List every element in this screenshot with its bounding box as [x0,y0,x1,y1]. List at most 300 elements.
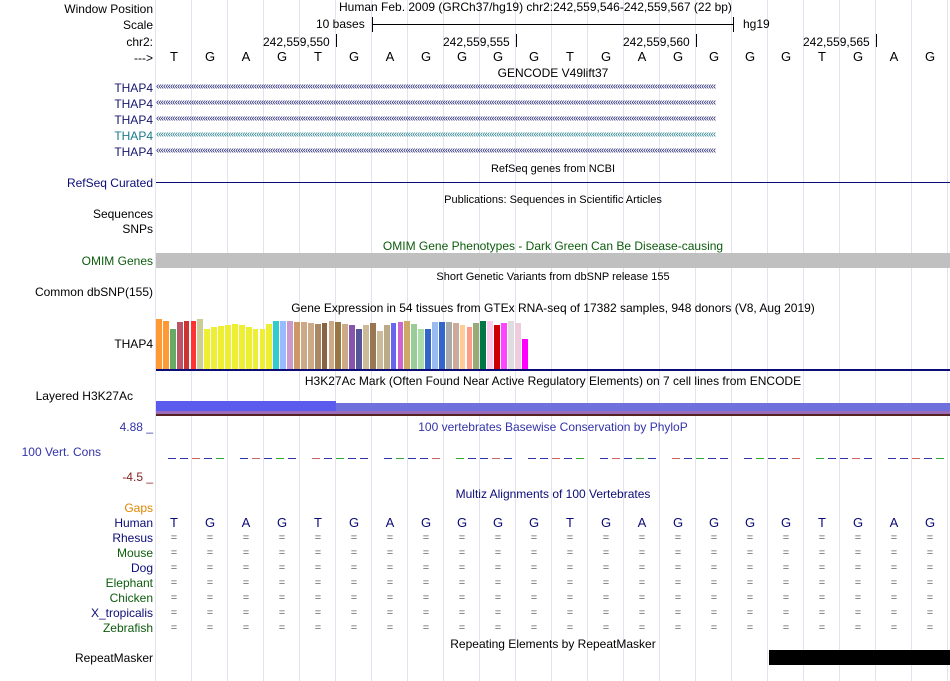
gtex-tissue-bar[interactable] [232,324,238,369]
alignment-base: T [818,515,826,530]
conservation-mark [408,458,416,459]
gtex-tissue-bar[interactable] [467,327,473,369]
alignment-base: G [276,515,288,530]
publications-sequences-label[interactable]: Sequences [92,207,153,221]
base-letter: G [780,49,792,64]
conservation-mark [780,458,788,459]
alignment-base: G [528,515,540,530]
conservation-mark [600,458,608,459]
alignment-match: = [566,547,574,559]
alignment-match: = [314,622,322,634]
gtex-tissue-bar[interactable] [170,329,176,369]
alignment-match: = [674,592,682,604]
conservation-mark [420,458,428,459]
gencode-track-label[interactable]: THAP4 [114,129,153,143]
gtex-tissue-bar[interactable] [225,325,231,369]
gtex-tissue-bar[interactable] [522,339,528,369]
position-tick-label: 242,559,555 [443,35,510,49]
alignment-match: = [854,622,862,634]
h3k27ac-signal[interactable] [336,403,950,411]
alignment-match: = [494,622,502,634]
gtex-tissue-bar[interactable] [391,323,397,369]
alignment-base: A [241,515,251,530]
alignment-match: = [710,622,718,634]
position-tick-label: 242,559,565 [803,35,870,49]
alignment-match: = [242,622,250,634]
conservation-mark [324,458,332,459]
conservation-mark [768,458,776,459]
position-tick [876,34,877,47]
alignment-match: = [890,547,898,559]
base-letter: A [889,49,899,64]
gtex-tissue-bar[interactable] [377,331,383,369]
conservation-mark [240,458,248,459]
gtex-tissue-bar[interactable] [404,321,410,369]
conservation-mark [888,458,896,459]
gtex-tissue-bar[interactable] [191,321,197,369]
alignment-match: = [350,532,358,544]
gtex-tissue-bar[interactable] [439,322,445,369]
species-label[interactable]: Dog [130,561,153,575]
scale-bar-tick [733,17,734,32]
conservation-mark [636,458,644,459]
gtex-tissue-bar[interactable] [342,324,348,369]
alignment-match: = [638,547,646,559]
alignment-match: = [818,547,826,559]
alignment-match: = [170,622,178,634]
conservation-mark [192,458,200,459]
conservation-mark [336,458,344,459]
gtex-tissue-bar[interactable] [273,321,279,369]
gtex-tissue-bar[interactable] [425,329,431,369]
base-letter: G [672,49,684,64]
gtex-tissue-bar[interactable] [253,329,259,369]
species-label[interactable]: Rhesus [112,531,153,545]
gtex-tissue-bar[interactable] [184,321,190,369]
gtex-tissue-bar[interactable] [204,329,210,369]
conservation-mark [504,458,512,459]
alignment-match: = [710,607,718,619]
alignment-match: = [422,622,430,634]
alignment-base: G [420,515,432,530]
alignment-match: = [386,577,394,589]
alignment-match: = [170,532,178,544]
alignment-match: = [926,547,934,559]
alignment-match: = [638,592,646,604]
gtex-tissue-bar[interactable] [156,319,162,369]
gencode-track-title: GENCODE V49lift37 [497,66,609,80]
alignment-match: = [422,577,430,589]
gencode-track-label[interactable]: THAP4 [114,81,153,95]
refseq-gene-line[interactable] [156,182,950,183]
alignment-base: G [780,515,792,530]
base-letter: G [708,49,720,64]
alignment-match: = [854,562,862,574]
alignment-match: = [566,532,574,544]
scale-label[interactable]: Scale [122,18,153,32]
gencode-track-label[interactable]: THAP4 [114,145,153,159]
gtex-tissue-bar[interactable] [480,321,486,369]
alignment-match: = [170,562,178,574]
alignment-match: = [530,562,538,574]
alignment-match: = [782,547,790,559]
gtex-tissue-bar[interactable] [494,325,500,369]
gtex-tissue-bar[interactable] [418,329,424,369]
gtex-tissue-bar[interactable] [473,323,479,369]
dbsnp-label[interactable]: Common dbSNP(155) [34,285,153,299]
gtex-tissue-bar[interactable] [335,322,341,369]
species-label[interactable]: X_tropicalis [90,606,153,620]
conservation-mark [840,458,848,459]
species-label[interactable]: Mouse [116,546,153,560]
alignment-match: = [314,532,322,544]
strand-label: ---> [134,51,153,65]
alignment-match: = [602,532,610,544]
alignment-match: = [638,532,646,544]
gencode-transcript-line[interactable]: ‹‹‹‹‹‹‹‹‹‹‹‹‹‹‹‹‹‹‹‹‹‹‹‹‹‹‹‹‹‹‹‹‹‹‹‹‹‹‹‹‹‹‹‹‹‹‹‹‹‹‹‹‹‹‹‹‹‹‹‹‹‹‹‹‹‹‹‹‹‹‹‹‹‹‹‹‹‹‹‹‹‹‹‹‹‹‹‹‹‹‹‹‹‹‹‹‹‹‹‹‹‹‹‹‹‹‹‹‹‹‹‹‹‹‹‹‹‹‹‹‹‹‹‹‹‹‹‹‹‹‹‹‹‹‹‹‹‹‹‹‹‹‹‹‹‹‹‹‹‹‹‹‹‹‹‹‹‹‹‹‹‹‹‹‹‹‹‹‹‹‹‹‹‹‹‹‹‹‹‹‹‹‹‹‹‹‹‹‹‹‹‹‹‹‹‹‹‹‹‹‹‹‹‹‹‹‹‹‹‹‹‹‹‹‹‹‹‹‹‹‹‹‹‹‹‹‹‹‹‹‹‹‹‹‹‹‹‹‹‹ [156,81,716,92]
alignment-match: = [170,577,178,589]
conservation-mark [684,458,692,459]
omim-genes-label[interactable]: OMIM Genes [81,254,153,268]
track-labels [0,0,155,681]
repeatmasker-track-title: Repeating Elements by RepeatMasker [450,637,656,651]
base-letter: T [566,49,574,64]
alignment-match: = [602,562,610,574]
alignment-match: = [638,577,646,589]
alignment-base: T [566,515,574,530]
conservation-mark [360,458,368,459]
alignment-match: = [350,607,358,619]
alignment-match: = [674,607,682,619]
alignment-match: = [782,577,790,589]
gencode-transcript-line[interactable]: ‹‹‹‹‹‹‹‹‹‹‹‹‹‹‹‹‹‹‹‹‹‹‹‹‹‹‹‹‹‹‹‹‹‹‹‹‹‹‹‹‹‹‹‹‹‹‹‹‹‹‹‹‹‹‹‹‹‹‹‹‹‹‹‹‹‹‹‹‹‹‹‹‹‹‹‹‹‹‹‹‹‹‹‹‹‹‹‹‹‹‹‹‹‹‹‹‹‹‹‹‹‹‹‹‹‹‹‹‹‹‹‹‹‹‹‹‹‹‹‹‹‹‹‹‹‹‹‹‹‹‹‹‹‹‹‹‹‹‹‹‹‹‹‹‹‹‹‹‹‹‹‹‹‹‹‹‹‹‹‹‹‹‹‹‹‹‹‹‹‹‹‹‹‹‹‹‹‹‹‹‹‹‹‹‹‹‹‹‹‹‹‹‹‹‹‹‹‹‹‹‹‹‹‹‹‹‹‹‹‹‹‹‹‹‹‹‹‹‹‹‹‹‹‹‹‹‹‹‹‹‹‹‹‹‹‹‹‹‹‹ [156,113,716,124]
position-tick-label: 242,559,550 [263,35,330,49]
alignment-base: G [852,515,864,530]
gtex-tissue-bar[interactable] [211,327,217,369]
gtex-tissue-bar[interactable] [177,322,183,369]
alignment-match: = [530,622,538,634]
conservation-mark [252,458,260,459]
conservation-label[interactable]: 100 Vert. Cons [21,445,101,459]
base-letter: G [276,49,288,64]
dbsnp-track-title: Short Genetic Variants from dbSNP release 155 [436,271,670,283]
gencode-transcript-line[interactable]: ‹‹‹‹‹‹‹‹‹‹‹‹‹‹‹‹‹‹‹‹‹‹‹‹‹‹‹‹‹‹‹‹‹‹‹‹‹‹‹‹‹‹‹‹‹‹‹‹‹‹‹‹‹‹‹‹‹‹‹‹‹‹‹‹‹‹‹‹‹‹‹‹‹‹‹‹‹‹‹‹‹‹‹‹‹‹‹‹‹‹‹‹‹‹‹‹‹‹‹‹‹‹‹‹‹‹‹‹‹‹‹‹‹‹‹‹‹‹‹‹‹‹‹‹‹‹‹‹‹‹‹‹‹‹‹‹‹‹‹‹‹‹‹‹‹‹‹‹‹‹‹‹‹‹‹‹‹‹‹‹‹‹‹‹‹‹‹‹‹‹‹‹‹‹‹‹‹‹‹‹‹‹‹‹‹‹‹‹‹‹‹‹‹‹‹‹‹‹‹‹‹‹‹‹‹‹‹‹‹‹‹‹‹‹‹‹‹‹‹‹‹‹‹‹‹‹‹‹‹‹‹‹‹‹‹‹‹‹‹‹ [156,97,716,108]
conservation-mark [552,458,560,459]
alignment-match: = [494,607,502,619]
alignment-match: = [602,577,610,589]
alignment-match: = [206,577,214,589]
chr-label[interactable]: chr2: [126,35,153,49]
alignment-base: T [170,515,178,530]
base-letter: A [637,49,647,64]
alignment-match: = [926,607,934,619]
alignment-match: = [206,532,214,544]
alignment-match: = [278,607,286,619]
alignment-match: = [242,607,250,619]
alignment-match: = [782,592,790,604]
alignment-match: = [386,607,394,619]
conservation-mark [852,458,860,459]
gtex-tissue-bar[interactable] [315,324,321,369]
conservation-mark [744,458,752,459]
alignment-match: = [242,547,250,559]
gtex-tissue-bar[interactable] [356,329,362,369]
conservation-mark [276,458,284,459]
alignment-match: = [206,607,214,619]
alignment-match: = [350,562,358,574]
alignment-match: = [314,577,322,589]
alignment-match: = [926,562,934,574]
conservation-mark [396,458,404,459]
omim-gene-bar[interactable] [156,253,950,268]
alignment-match: = [674,622,682,634]
alignment-match: = [782,532,790,544]
conservation-mark [912,458,920,459]
base-letter: G [420,49,432,64]
gtex-tissue-bar[interactable] [363,325,369,369]
window-position-label[interactable]: Window Position [64,2,153,16]
conservation-mark [936,458,944,459]
alignment-match: = [314,607,322,619]
alignment-match: = [458,577,466,589]
position-tick-label: 242,559,560 [623,35,690,49]
alignment-match: = [566,592,574,604]
alignment-match: = [818,592,826,604]
alignment-match: = [278,592,286,604]
gencode-track-label[interactable]: THAP4 [114,97,153,111]
h3k27ac-signal-peak[interactable] [156,401,336,411]
gtex-tissue-bar[interactable] [329,321,335,369]
gtex-tissue-bar[interactable] [370,323,376,369]
gtex-tissue-bar[interactable] [280,321,286,369]
alignment-match: = [746,592,754,604]
h3k27ac-track-title: H3K27Ac Mark (Often Found Near Active Regulatory Elements) on 7 cell lines from ENCODE [304,374,802,388]
alignment-base: G [924,515,936,530]
alignment-match: = [890,592,898,604]
alignment-match: = [782,622,790,634]
alignment-match: = [710,547,718,559]
alignment-match: = [386,592,394,604]
alignment-match: = [170,607,178,619]
alignment-base: A [637,515,647,530]
alignment-match: = [530,547,538,559]
conservation-mark [204,458,212,459]
alignment-match: = [386,532,394,544]
gencode-transcript-line[interactable]: ‹‹‹‹‹‹‹‹‹‹‹‹‹‹‹‹‹‹‹‹‹‹‹‹‹‹‹‹‹‹‹‹‹‹‹‹‹‹‹‹‹‹‹‹‹‹‹‹‹‹‹‹‹‹‹‹‹‹‹‹‹‹‹‹‹‹‹‹‹‹‹‹‹‹‹‹‹‹‹‹‹‹‹‹‹‹‹‹‹‹‹‹‹‹‹‹‹‹‹‹‹‹‹‹‹‹‹‹‹‹‹‹‹‹‹‹‹‹‹‹‹‹‹‹‹‹‹‹‹‹‹‹‹‹‹‹‹‹‹‹‹‹‹‹‹‹‹‹‹‹‹‹‹‹‹‹‹‹‹‹‹‹‹‹‹‹‹‹‹‹‹‹‹‹‹‹‹‹‹‹‹‹‹‹‹‹‹‹‹‹‹‹‹‹‹‹‹‹‹‹‹‹‹‹‹‹‹‹‹‹‹‹‹‹‹‹‹‹‹‹‹‹‹‹‹‹‹‹‹‹‹‹‹‹‹‹‹‹‹‹ [156,129,716,140]
gtex-tissue-bar[interactable] [411,324,417,369]
gtex-track-title: Gene Expression in 54 tissues from GTEx RNA-seq of 17382 samples, 948 donors (V8, Aug 2019) [291,301,815,315]
alignment-base: G [708,515,720,530]
alignment-match: = [710,532,718,544]
base-letter: G [852,49,864,64]
conservation-mark [792,458,800,459]
alignment-match: = [890,562,898,574]
gtex-tissue-bar[interactable] [301,322,307,369]
gtex-baseline [156,369,950,371]
alignment-match: = [170,592,178,604]
multiz-track-title: Multiz Alignments of 100 Vertebrates [455,487,651,501]
conservation-mark [456,458,464,459]
conservation-mark [480,458,488,459]
gtex-tissue-bar[interactable] [501,323,507,369]
alignment-match: = [602,592,610,604]
alignment-match: = [782,562,790,574]
alignment-match: = [854,577,862,589]
alignment-match: = [638,562,646,574]
species-label[interactable]: Chicken [109,591,153,605]
gtex-tissue-bar[interactable] [446,322,452,369]
base-letter: A [241,49,251,64]
alignment-match: = [890,577,898,589]
alignment-base: G [456,515,468,530]
species-label[interactable]: Elephant [105,576,153,590]
alignment-match: = [458,562,466,574]
gtex-tissue-bar[interactable] [260,329,266,369]
gtex-tissue-bar[interactable] [487,321,493,369]
gtex-tissue-bar[interactable] [287,321,293,369]
alignment-match: = [638,607,646,619]
alignment-match: = [278,562,286,574]
alignment-base: A [889,515,899,530]
alignment-match: = [350,547,358,559]
gtex-tissue-bar[interactable] [453,323,459,369]
alignment-match: = [386,547,394,559]
alignment-match: = [386,622,394,634]
gtex-tissue-bar[interactable] [218,326,224,369]
alignment-match: = [206,562,214,574]
alignment-match: = [818,607,826,619]
base-letter: T [818,49,826,64]
gtex-tissue-bar[interactable] [308,323,314,369]
alignment-match: = [278,547,286,559]
alignment-match: = [710,592,718,604]
gtex-tissue-bar[interactable] [266,324,272,369]
track-image[interactable] [156,0,950,681]
gaps-label: Gaps [124,501,153,515]
conservation-mark [384,458,392,459]
conservation-mark [216,458,224,459]
alignment-match: = [206,547,214,559]
alignment-match: = [818,577,826,589]
alignment-match: = [422,592,430,604]
gtex-gene-label[interactable]: THAP4 [114,337,153,351]
gencode-track-label[interactable]: THAP4 [114,113,153,127]
conservation-mark [648,458,656,459]
alignment-match: = [494,562,502,574]
gtex-tissue-bar[interactable] [384,325,390,369]
gtex-tissue-bar[interactable] [197,319,203,369]
alignment-match: = [710,577,718,589]
alignment-match: = [926,592,934,604]
alignment-match: = [926,532,934,544]
gtex-tissue-bar[interactable] [239,325,245,369]
alignment-match: = [242,562,250,574]
refseq-track-title: RefSeq genes from NCBI [490,163,616,175]
conservation-track-title: 100 vertebrates Basewise Conservation by PhyloP [418,420,688,434]
gtex-tissue-bar[interactable] [432,322,438,369]
scale-bar-tick [372,17,373,32]
base-letter: G [924,49,936,64]
alignment-match: = [926,577,934,589]
alignment-base: G [672,515,684,530]
alignment-match: = [458,547,466,559]
gtex-tissue-bar[interactable] [460,325,466,369]
conservation-mark [756,458,764,459]
refseq-curated-label[interactable]: RefSeq Curated [66,176,153,190]
alignment-match: = [530,532,538,544]
species-label[interactable]: Zebrafish [102,621,153,635]
alignment-match: = [530,592,538,604]
conservation-mark [432,458,440,459]
alignment-match: = [530,607,538,619]
base-letter: G [492,49,504,64]
gtex-tissue-bar[interactable] [515,323,521,369]
conservation-mark [624,458,632,459]
species-label[interactable]: Human [114,516,153,530]
gtex-tissue-bar[interactable] [349,325,355,369]
scale-assembly-text: hg19 [743,17,770,31]
alignment-match: = [674,562,682,574]
alignment-match: = [674,577,682,589]
alignment-match: = [818,562,826,574]
alignment-match: = [422,547,430,559]
conservation-mark [924,458,932,459]
base-letter: G [204,49,216,64]
alignment-match: = [746,532,754,544]
alignment-match: = [746,622,754,634]
alignment-match: = [746,607,754,619]
repeatmasker-element[interactable] [769,650,950,665]
alignment-match: = [242,532,250,544]
alignment-match: = [458,607,466,619]
alignment-match: = [278,532,286,544]
snps-label[interactable]: SNPs [122,222,153,236]
alignment-match: = [494,547,502,559]
gtex-tissue-bar[interactable] [246,327,252,369]
gtex-tissue-bar[interactable] [322,323,328,369]
alignment-match: = [530,577,538,589]
gencode-transcript-line[interactable]: ‹‹‹‹‹‹‹‹‹‹‹‹‹‹‹‹‹‹‹‹‹‹‹‹‹‹‹‹‹‹‹‹‹‹‹‹‹‹‹‹‹‹‹‹‹‹‹‹‹‹‹‹‹‹‹‹‹‹‹‹‹‹‹‹‹‹‹‹‹‹‹‹‹‹‹‹‹‹‹‹‹‹‹‹‹‹‹‹‹‹‹‹‹‹‹‹‹‹‹‹‹‹‹‹‹‹‹‹‹‹‹‹‹‹‹‹‹‹‹‹‹‹‹‹‹‹‹‹‹‹‹‹‹‹‹‹‹‹‹‹‹‹‹‹‹‹‹‹‹‹‹‹‹‹‹‹‹‹‹‹‹‹‹‹‹‹‹‹‹‹‹‹‹‹‹‹‹‹‹‹‹‹‹‹‹‹‹‹‹‹‹‹‹‹‹‹‹‹‹‹‹‹‹‹‹‹‹‹‹‹‹‹‹‹‹‹‹‹‹‹‹‹‹‹‹‹‹‹‹‹‹‹‹‹‹‹‹‹‹‹ [156,145,716,156]
alignment-match: = [350,622,358,634]
alignment-match: = [746,547,754,559]
conservation-mark [672,458,680,459]
alignment-match: = [314,547,322,559]
alignment-match: = [458,592,466,604]
alignment-match: = [854,532,862,544]
h3k27ac-label[interactable]: Layered H3K27Ac [35,389,133,403]
gtex-tissue-bar[interactable] [508,321,514,369]
conservation-mark [168,458,176,459]
conservation-mark [612,458,620,459]
alignment-match: = [242,592,250,604]
alignment-match: = [314,592,322,604]
alignment-match: = [926,622,934,634]
conservation-mark [348,458,356,459]
gtex-tissue-bar[interactable] [163,321,169,369]
omim-track-title: OMIM Gene Phenotypes - Dark Green Can Be Disease-causing [382,239,724,253]
gtex-tissue-bar[interactable] [398,322,404,369]
alignment-match: = [458,622,466,634]
conservation-mark [696,458,704,459]
alignment-match: = [422,532,430,544]
alignment-match: = [458,532,466,544]
base-letter: A [385,49,395,64]
base-letter: G [528,49,540,64]
repeatmasker-label[interactable]: RepeatMasker [74,651,153,665]
conservation-mark [828,458,836,459]
gtex-tissue-bar[interactable] [294,322,300,369]
position-tick [516,34,517,47]
